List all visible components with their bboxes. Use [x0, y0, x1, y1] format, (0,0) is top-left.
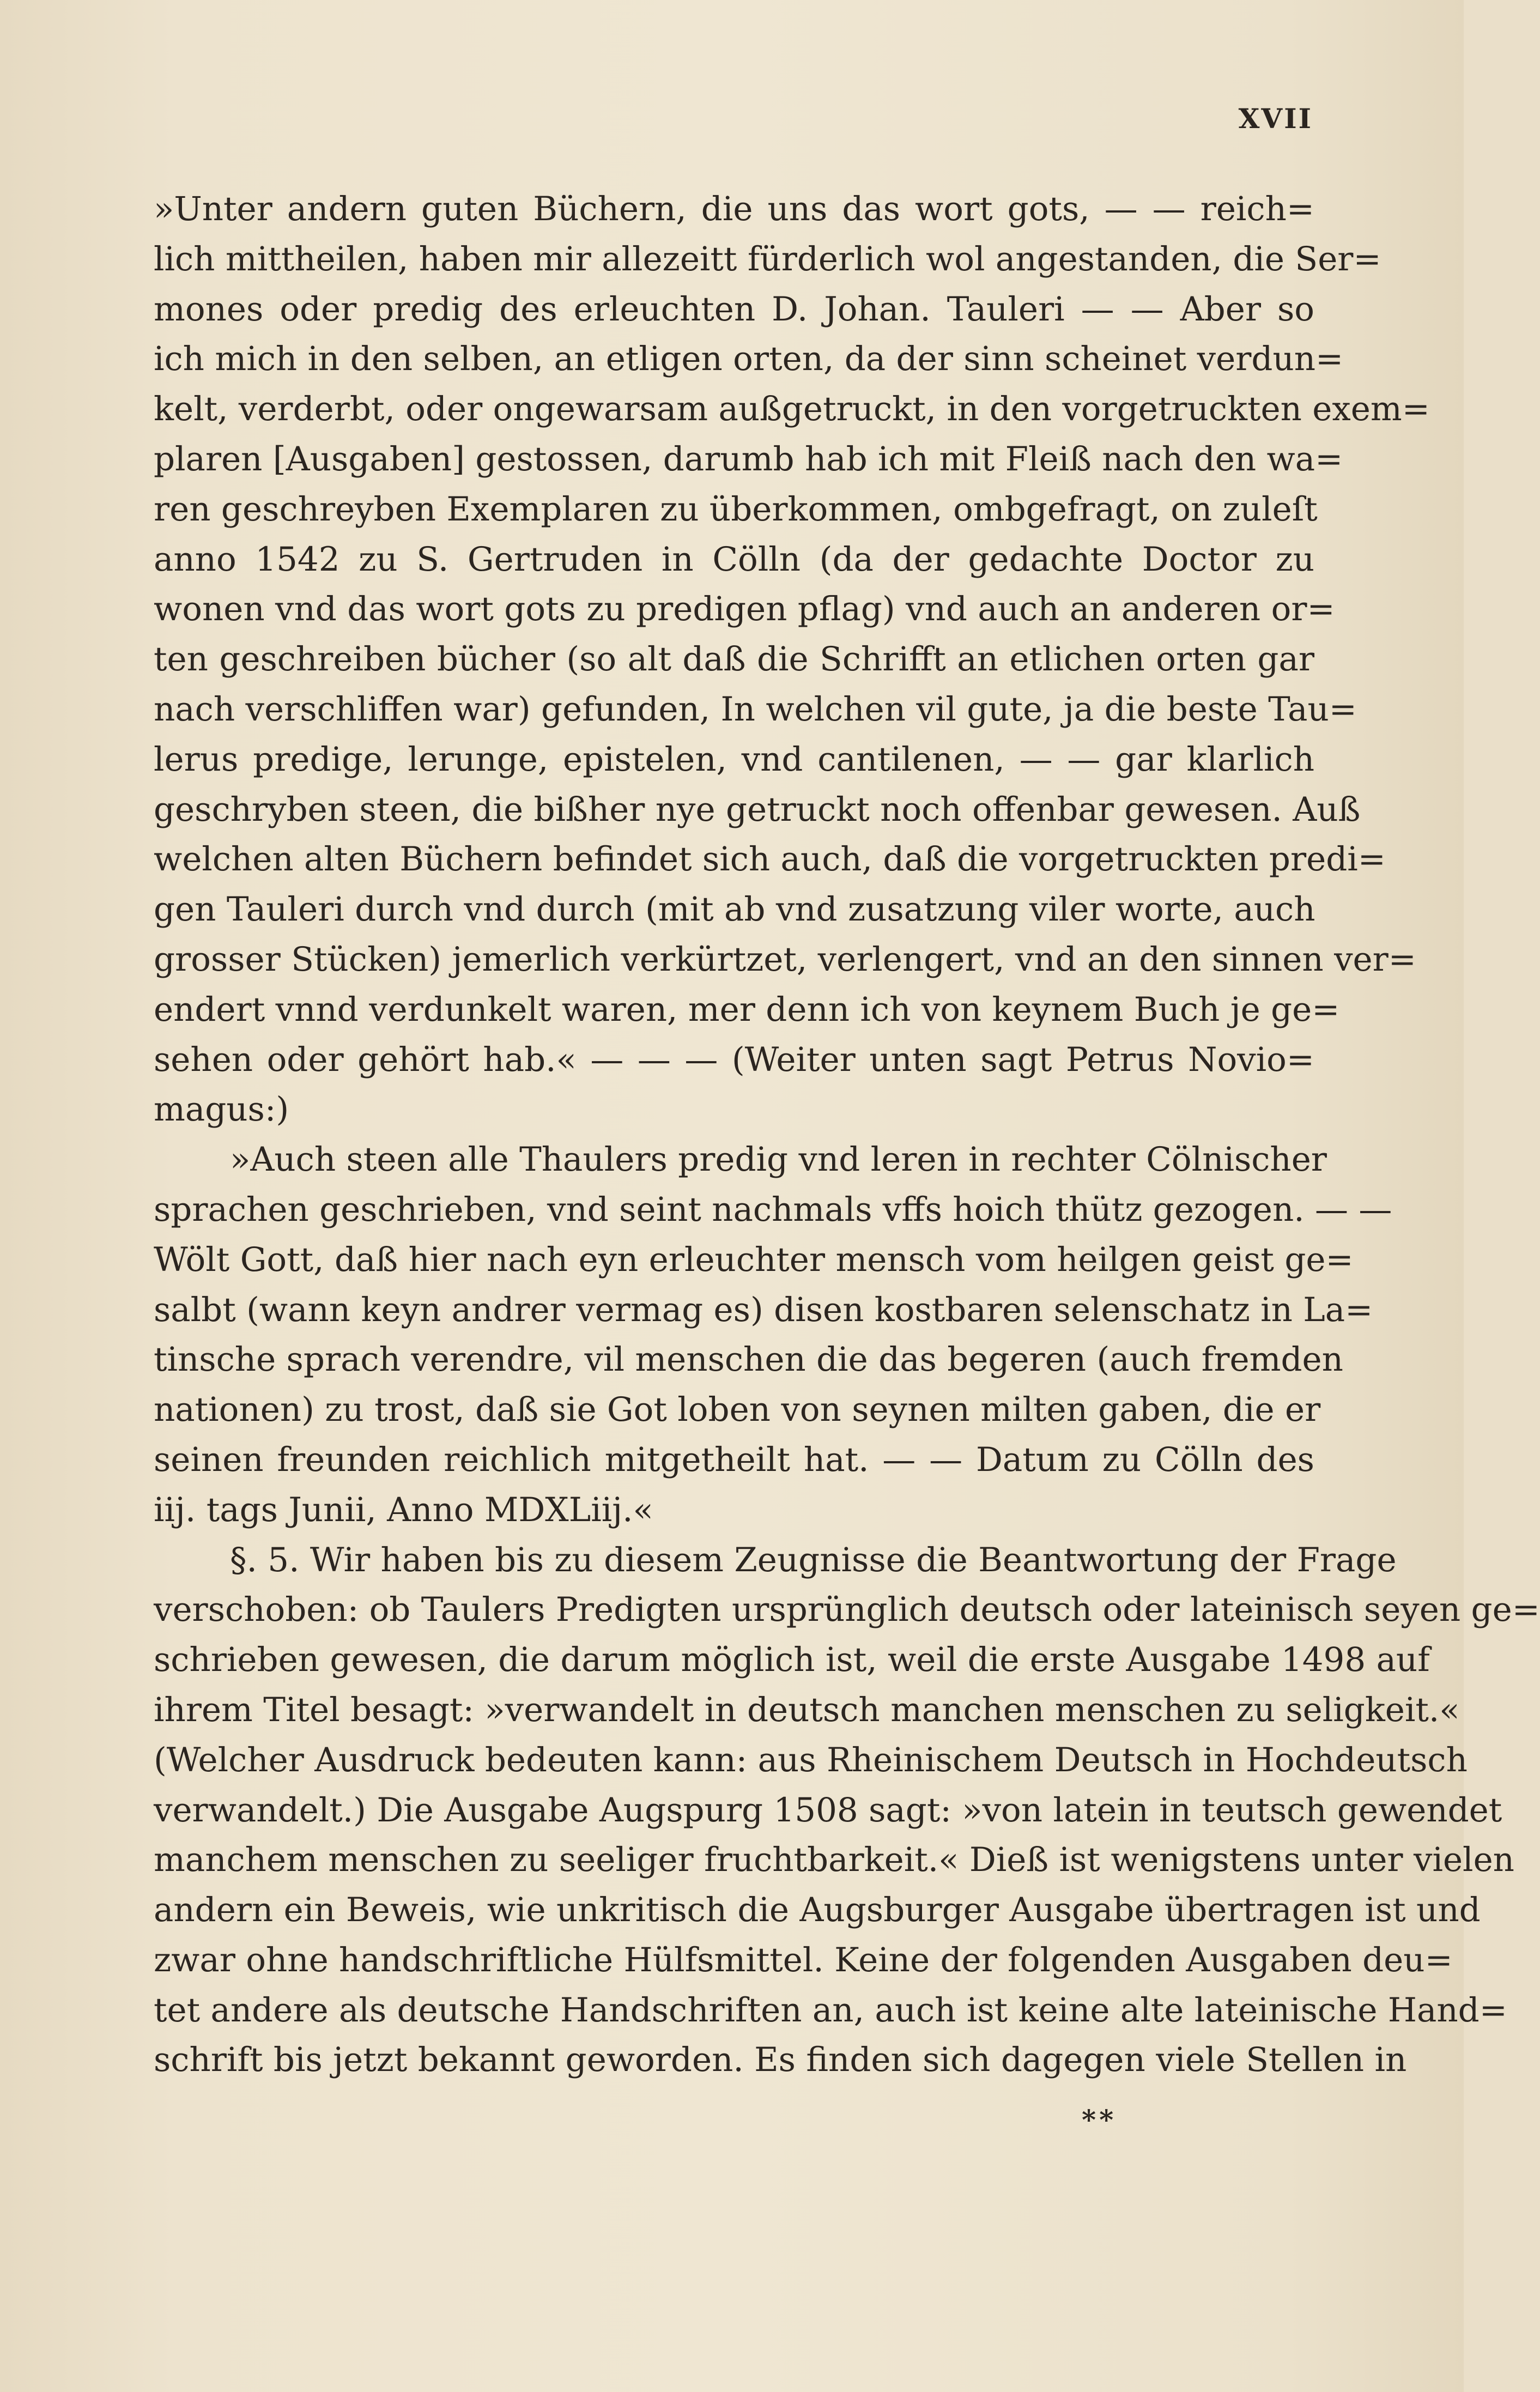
text-line: lerus predige, lerunge, epistelen, vnd cantilenen, — — gar klarlich	[154, 740, 1314, 779]
text-line: verwandelt.) Die Ausgabe Augspurg 1508 sagt: »von latein in teutsch gewendet	[154, 1790, 1502, 1830]
text-line: kelt, verderbt, oder ongewarsam außgetruckt, in den vorgetruckten exem=	[154, 390, 1430, 429]
text-line: magus:)	[154, 1090, 289, 1129]
body-text	[154, 184, 1540, 2085]
text-line: verschoben: ob Taulers Predigten ursprünglich deutsch oder lateinisch seyen ge=	[154, 1590, 1540, 1630]
text-line: nach verschliffen war) gefunden, In welchen vil gute, ja die beste Tau=	[154, 689, 1357, 729]
text-line: sehen oder gehört hab.« — — — (Weiter unten sagt Petrus Novio=	[154, 1040, 1314, 1079]
text-line: §. 5. Wir haben bis zu diesem Zeugnisse die Beantwortung der Frage	[230, 1540, 1397, 1579]
text-line: plaren [Ausgaben] gestossen, darumb hab ich mit Fleiß nach den wa=	[154, 439, 1343, 479]
text-line: schrieben gewesen, die darum möglich ist, weil die erste Ausgabe 1498 auf	[154, 1640, 1430, 1680]
text-line: manchem menschen zu seeliger fruchtbarkeit.« Dieß ist wenigstens unter vielen	[154, 1840, 1514, 1880]
text-line: schrift bis jetzt bekannt geworden. Es finden sich dagegen viele Stellen in	[154, 2040, 1407, 2080]
text-line: ihrem Titel besagt: »verwandelt in deutsch manchen menschen zu seligkeit.«	[154, 1690, 1460, 1729]
text-line: ren geschreyben Exemplaren zu überkommen, ombgefragt, on zuleſt	[154, 489, 1318, 529]
text-line: (Welcher Ausdruck bedeuten kann: aus Rheinischem Deutsch in Hochdeutsch	[154, 1740, 1468, 1779]
text-line: lich mittheilen, haben mir allezeitt fürderlich wol angestanden, die Ser=	[154, 239, 1381, 278]
text-line: mones oder predig des erleuchten D. Johan. Tauleri — — Aber so	[154, 289, 1314, 329]
text-line: sprachen geschrieben, vnd seint nachmals vffs hoich thütz gezogen. — —	[154, 1190, 1392, 1229]
text-line: tinsche sprach verendre, vil menschen die das begeren (auch fremden	[154, 1340, 1343, 1379]
text-line: iij. tags Junii, Anno MDXLiij.«	[154, 1490, 653, 1529]
page-number: XVII	[1238, 102, 1313, 135]
text-line: salbt (wann keyn andrer vermag es) disen kostbaren selenschatz in La=	[154, 1290, 1373, 1329]
text-line: wonen vnd das wort gots zu predigen pflag) vnd auch an anderen or=	[154, 590, 1335, 629]
text-line: ten geschreiben bücher (so alt daß die Schrifft an etlichen orten gar	[154, 640, 1314, 679]
text-line: welchen alten Büchern befindet sich auch, daß die vorgetruckten predi=	[154, 840, 1386, 879]
text-line: zwar ohne handschriftliche Hülfsmittel. Keine der folgenden Ausgaben deu=	[154, 1940, 1453, 1979]
text-line: anno 1542 zu S. Gertruden in Cölln (da der gedachte Doctor zu	[154, 540, 1314, 579]
text-line: »Unter andern guten Büchern, die uns das wort gots, — — reich=	[154, 190, 1314, 228]
text-line: seinen freunden reichlich mitgetheilt hat. — — Datum zu Cölln des	[154, 1440, 1314, 1479]
text-line: tet andere als deutsche Handschriften an, auch ist keine alte lateinische Hand=	[154, 1990, 1507, 2030]
text-line: nationen) zu trost, daß sie Got loben von seynen milten gaben, die er	[154, 1390, 1321, 1430]
printer-signature-mark: **	[1082, 2104, 1117, 2136]
text-line: geschryben steen, die bißher nye getruckt noch offenbar gewesen. Auß	[154, 790, 1361, 829]
text-line: endert vnnd verdunkelt waren, mer denn ich von keynem Buch je ge=	[154, 990, 1340, 1029]
text-line: Wölt Gott, daß hier nach eyn erleuchter mensch vom heilgen geist ge=	[154, 1240, 1354, 1279]
text-line: grosser Stücken) jemerlich verkürtzet, verlengert, vnd an den sinnen ver=	[154, 940, 1416, 979]
text-line: »Auch steen alle Thaulers predig vnd leren in rechter Cölnischer	[230, 1140, 1327, 1179]
text-line: ich mich in den selben, an etligen orten, da der sinn scheinet verdun=	[154, 340, 1344, 379]
text-line: gen Tauleri durch vnd durch (mit ab vnd zusatzung viler worte, auch	[154, 890, 1315, 929]
text-line: andern ein Beweis, wie unkritisch die Augsburger Ausgabe übertragen ist und	[154, 1891, 1481, 1930]
